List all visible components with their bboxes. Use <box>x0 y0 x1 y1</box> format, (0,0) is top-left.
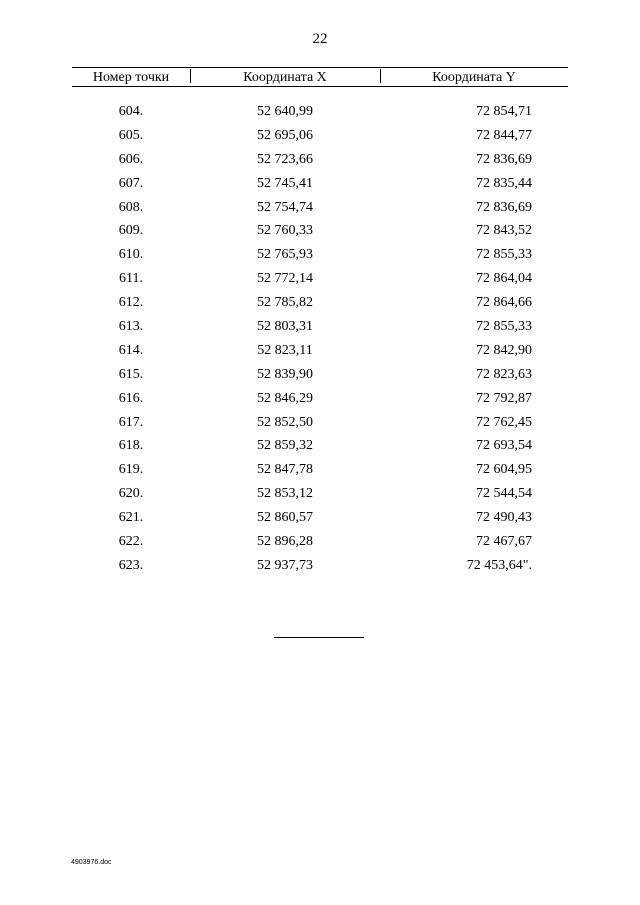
coordinate-y-cell: 72 762,45 <box>476 414 532 430</box>
point-number-cell: 616. <box>118 390 144 406</box>
table-top-rule <box>72 67 568 68</box>
coordinate-y-cell: 72 854,71 <box>476 104 532 119</box>
end-rule <box>274 637 364 638</box>
coordinate-y-cell: 72 836,69 <box>476 151 532 167</box>
coordinate-y-cell: 72 792,87 <box>476 390 532 406</box>
point-number-cell: 617. <box>118 414 144 430</box>
point-number-cell: 615. <box>118 366 144 382</box>
table-row <box>72 295 568 319</box>
table-row <box>72 510 568 534</box>
table-row <box>72 534 568 558</box>
table-row <box>72 128 568 152</box>
point-number-cell: 622. <box>118 534 144 550</box>
coordinate-y-cell: 72 693,54 <box>476 438 532 454</box>
coordinate-x-cell: 52 839,90 <box>257 366 313 382</box>
table-row <box>72 486 568 510</box>
table-row <box>72 438 568 462</box>
coordinate-x-cell: 52 745,41 <box>257 175 313 191</box>
table-row <box>72 415 568 439</box>
coordinate-y-cell: 72 467,67 <box>476 534 532 550</box>
coordinate-y-cell: 72 844,77 <box>476 127 532 143</box>
coordinate-y-cell: 72 835,44 <box>476 175 532 191</box>
table-row <box>72 391 568 415</box>
table-header-rule <box>72 86 568 87</box>
point-number-cell: 605. <box>118 127 144 143</box>
header-coordinate-y: Координата Y <box>432 70 516 85</box>
table-row <box>72 200 568 224</box>
coordinate-x-cell: 52 695,06 <box>257 127 313 143</box>
point-number-cell: 604. <box>118 104 144 119</box>
coordinate-x-cell: 52 853,12 <box>257 486 313 502</box>
table-row <box>72 343 568 367</box>
coordinate-x-cell: 52 852,50 <box>257 414 313 430</box>
coordinate-y-cell: 72 604,95 <box>476 462 532 478</box>
coordinate-y-cell: 72 864,04 <box>476 271 532 287</box>
table-row <box>72 176 568 200</box>
table-row <box>72 152 568 176</box>
coordinate-y-cell: 72 490,43 <box>476 510 532 526</box>
coordinate-y-cell: 72 823,63 <box>476 366 532 382</box>
coordinate-x-cell: 52 803,31 <box>257 319 313 335</box>
coordinate-y-cell: 72 842,90 <box>476 342 532 358</box>
point-number-cell: 610. <box>118 247 144 263</box>
point-number-cell: 619. <box>118 462 144 478</box>
point-number-cell: 609. <box>118 223 144 239</box>
point-number-cell: 621. <box>118 510 144 526</box>
coordinate-x-cell: 52 754,74 <box>257 199 313 215</box>
header-point-number: Номер точки <box>92 70 170 85</box>
document-id: 4903976.doc <box>71 859 112 866</box>
coordinate-x-cell: 52 860,57 <box>257 510 313 526</box>
table-row <box>72 223 568 247</box>
table-row <box>72 367 568 391</box>
point-number-cell: 611. <box>119 271 143 287</box>
coordinate-x-cell: 52 785,82 <box>257 295 313 311</box>
point-number-cell: 612. <box>118 295 144 311</box>
table-row <box>72 558 568 582</box>
point-number-cell: 606. <box>118 151 144 167</box>
point-number-cell: 613. <box>118 319 144 335</box>
point-number-cell: 623. <box>118 557 144 573</box>
table-row <box>72 462 568 486</box>
point-number-cell: 620. <box>118 486 144 502</box>
coordinate-x-cell: 52 896,28 <box>257 534 313 550</box>
coordinate-y-cell: 72 453,64". <box>466 557 532 573</box>
coordinate-x-cell: 52 760,33 <box>257 223 313 239</box>
coordinate-x-cell: 52 723,66 <box>257 151 313 167</box>
table-header <box>72 67 568 87</box>
coordinate-y-cell: 72 855,33 <box>476 319 532 335</box>
point-number-cell: 614. <box>118 342 144 358</box>
table-body <box>72 104 568 582</box>
coordinate-x-cell: 52 847,78 <box>257 462 313 478</box>
table-row <box>72 104 568 128</box>
table-row <box>72 319 568 343</box>
coordinate-x-cell: 52 859,32 <box>257 438 313 454</box>
coordinate-y-cell: 72 544,54 <box>476 486 532 502</box>
point-number-cell: 618. <box>118 438 144 454</box>
page-number: 22 <box>312 31 328 47</box>
coordinate-y-cell: 72 855,33 <box>476 247 532 263</box>
coordinate-y-cell: 72 836,69 <box>476 199 532 215</box>
coordinate-x-cell: 52 765,93 <box>257 247 313 263</box>
coordinate-x-cell: 52 937,73 <box>257 557 313 573</box>
coordinate-x-cell: 52 640,99 <box>257 104 313 119</box>
table-row <box>72 247 568 271</box>
coordinate-x-cell: 52 823,11 <box>257 342 313 358</box>
point-number-cell: 608. <box>118 199 144 215</box>
coordinate-x-cell: 52 772,14 <box>257 271 313 287</box>
coordinate-x-cell: 52 846,29 <box>257 390 313 406</box>
header-coordinate-x: Координата X <box>243 70 327 85</box>
coordinate-y-cell: 72 864,66 <box>476 295 532 311</box>
coordinate-y-cell: 72 843,52 <box>476 223 532 239</box>
point-number-cell: 607. <box>118 175 144 191</box>
table-row <box>72 271 568 295</box>
